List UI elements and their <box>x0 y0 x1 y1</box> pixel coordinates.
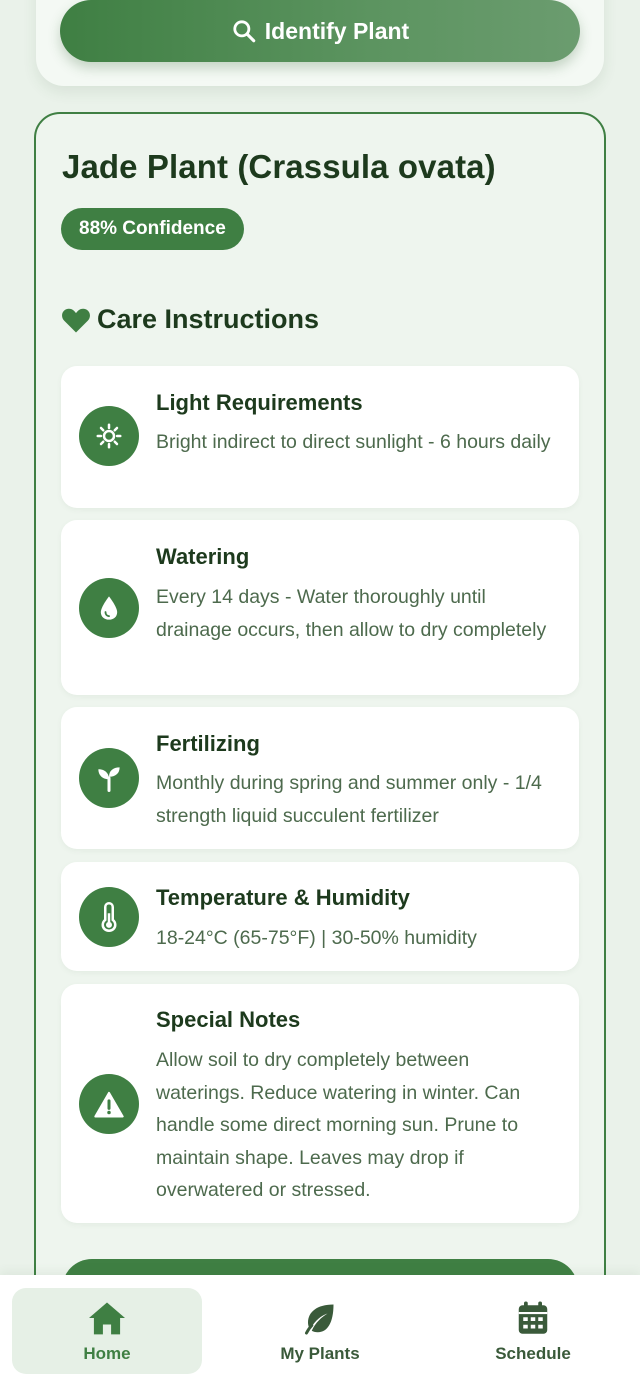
seedling-icon <box>94 763 124 793</box>
care-description: Every 14 days - Water thoroughly until drainage occurs, then allow to dry completely <box>156 586 547 641</box>
care-instructions-heading <box>61 304 319 335</box>
care-item-fertilizing <box>61 707 579 849</box>
confidence-badge: 88% Confidence <box>61 208 244 250</box>
care-title: Special Notes <box>156 1007 301 1032</box>
warning-icon <box>94 1090 124 1118</box>
nav-label: Schedule <box>495 1344 571 1363</box>
care-description: 18-24°C (65-75°F) | 30-50% humidity <box>156 927 477 949</box>
care-icon-wrap <box>79 406 139 466</box>
care-title: Temperature & Humidity <box>156 885 410 910</box>
care-item-special-notes <box>61 984 579 1223</box>
identify-plant-label: Identify Plant <box>264 17 410 44</box>
care-description: Allow soil to dry completely between waterings. Reduce watering in winter. Can handle some direct morning sun. Prune to maintain shape. Leaves may drop if overwatered or stressed. <box>156 1049 521 1201</box>
nav-schedule[interactable] <box>438 1288 628 1374</box>
care-icon-wrap <box>79 887 139 947</box>
care-icon-wrap <box>79 578 139 638</box>
care-title: Fertilizing <box>156 731 260 756</box>
care-item-light <box>61 366 579 508</box>
nav-my-plants[interactable] <box>225 1288 415 1374</box>
care-icon-wrap <box>79 748 139 808</box>
identify-plant-button[interactable] <box>60 0 580 62</box>
care-description: Monthly during spring and summer only - 1/4 strength liquid succulent fertilizer <box>156 772 542 827</box>
care-title: Watering <box>156 544 250 569</box>
section-title: Care Instructions <box>97 304 320 334</box>
care-description: Bright indirect to direct sunlight - 6 hours daily <box>156 431 551 453</box>
nav-label: My Plants <box>280 1344 360 1363</box>
calendar-icon <box>516 1300 550 1336</box>
care-item-temperature <box>61 862 579 971</box>
heart-icon <box>61 306 91 334</box>
search-icon <box>231 18 257 44</box>
leaf-icon <box>302 1300 338 1336</box>
water-drop-icon <box>97 594 121 622</box>
sun-icon <box>94 421 124 451</box>
care-item-watering <box>61 520 579 695</box>
bottom-navigation <box>0 1275 640 1387</box>
care-icon-wrap <box>79 1074 139 1134</box>
thermometer-icon <box>98 902 120 932</box>
nav-home[interactable] <box>12 1288 202 1374</box>
nav-label: Home <box>83 1344 131 1363</box>
home-icon <box>87 1300 127 1336</box>
plant-name: Jade Plant (Crassula ovata) <box>62 148 496 185</box>
care-title: Light Requirements <box>156 390 363 415</box>
